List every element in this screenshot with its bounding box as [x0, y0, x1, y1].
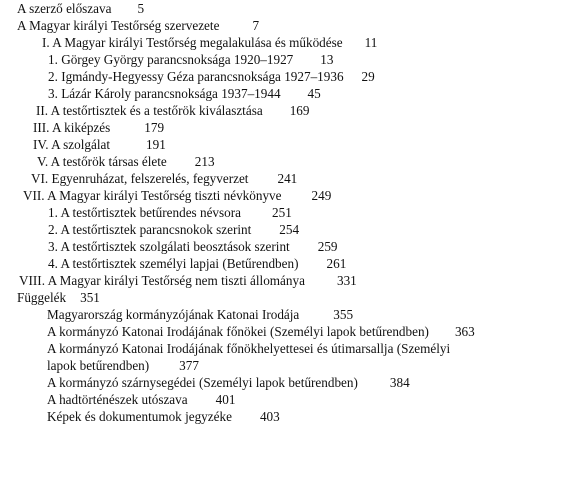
toc-entry-label: A kormányzó szárnysegédei (Személyi lapok betűrendben)	[47, 375, 358, 390]
toc-entry-label: II. A testőrtisztek és a testőrök kiválasztása	[36, 103, 263, 118]
toc-entry-page: 169	[289, 103, 310, 118]
toc-entry-label: 1. A testőrtisztek betűrendes névsora	[48, 205, 242, 220]
toc-entry	[47, 324, 475, 340]
toc-entry-label: Képek és dokumentumok jegyzéke	[47, 409, 232, 424]
toc-entry	[47, 409, 280, 425]
toc-entry-page: 261	[326, 256, 347, 271]
toc-entry	[47, 375, 410, 391]
toc-entry-label: A hadtörténészek utószava	[47, 392, 188, 407]
toc-entry-page: 259	[317, 239, 338, 254]
toc-entry-label: VII. A Magyar királyi Testőrség tiszti névkönyve	[23, 188, 282, 203]
toc-entry-page: 29	[361, 69, 375, 84]
toc-entry-label: A kormányzó Katonai Irodájának főnökei (Személyi lapok betűrendben)	[47, 324, 429, 339]
toc-entry-label: 3. A testőrtisztek szolgálati beosztások szerint	[48, 239, 290, 254]
toc-entry	[48, 239, 338, 255]
toc-entry-page: 384	[389, 375, 410, 390]
toc-entry-page: 401	[215, 392, 236, 407]
toc-entry-label: Függelék	[17, 290, 67, 305]
toc-entry-page: 191	[146, 137, 166, 152]
toc-entry-page: 254	[279, 222, 300, 237]
toc-entry	[19, 273, 357, 289]
toc-entry-label: III. A kiképzés	[33, 120, 111, 135]
toc-entry-page: 331	[336, 273, 357, 288]
toc-entry-label: I. A Magyar királyi Testőrség megalakulása és működése	[42, 35, 343, 50]
toc-entry	[31, 171, 297, 187]
toc-entry	[17, 1, 144, 17]
toc-entry-continuation	[47, 358, 199, 374]
toc-entry	[48, 69, 375, 85]
toc-entry-label: 2. A testőrtisztek parancsnokok szerint	[48, 222, 252, 237]
toc-entry-page: 241	[277, 171, 298, 186]
toc-entry	[17, 18, 259, 34]
toc-entry-page: 213	[194, 154, 215, 169]
toc-entry-label: A kormányzó Katonai Irodájának főnökhelyettesei és útimarsallja (Személyi	[47, 341, 451, 356]
toc-entry	[33, 120, 164, 136]
toc-entry-page: 355	[333, 307, 354, 322]
toc-entry-label: 2. Igmándy-Hegyessy Géza parancsnoksága 1927–1936	[48, 69, 344, 84]
toc-entry-page: 363	[454, 324, 475, 339]
toc-entry-page: 351	[80, 290, 100, 305]
toc-entry	[36, 103, 309, 119]
toc-entry	[47, 341, 450, 357]
toc-entry	[47, 307, 353, 323]
toc-entry-page: 11	[364, 35, 378, 50]
toc-entry-page: 7	[252, 18, 260, 33]
toc-entry	[48, 256, 346, 272]
toc-entry-label: 1. Görgey György parancsnoksága 1920–1927	[48, 52, 294, 67]
toc-entry-label: A Magyar királyi Testőrség szervezete	[17, 18, 220, 33]
toc-entry-label: 4. A testőrtisztek személyi lapjai (Betűrendben)	[48, 256, 299, 271]
toc-entry-page: 179	[144, 120, 165, 135]
toc-entry	[48, 222, 299, 238]
toc-entry-page: 377	[179, 358, 199, 373]
toc-entry-page: 403	[259, 409, 280, 424]
toc-entry	[33, 137, 166, 153]
toc-entry	[48, 205, 292, 221]
toc-entry	[23, 188, 331, 204]
toc-entry-label: VIII. A Magyar királyi Testőrség nem tiszti állománya	[19, 273, 305, 288]
toc-entry-page: 249	[311, 188, 332, 203]
toc-entry	[37, 154, 215, 170]
toc-entry-label: V. A testőrök társas élete	[37, 154, 167, 169]
toc-entry-label: Magyarország kormányzójának Katonai Irodája	[47, 307, 300, 322]
toc-entry-page: 251	[272, 205, 292, 220]
toc-entry-label: IV. A szolgálat	[33, 137, 111, 152]
toc-entry-label: 3. Lázár Károly parancsnoksága 1937–1944	[48, 86, 281, 101]
toc-entry	[48, 52, 333, 68]
toc-entry-label: A szerző előszava	[17, 1, 112, 16]
toc-entry-label: VI. Egyenruházat, felszerelés, fegyverzet	[31, 171, 249, 186]
toc-entry	[17, 290, 100, 306]
toc-entry	[47, 392, 235, 408]
toc-entry-page: 13	[320, 52, 334, 67]
toc-entry-label: lapok betűrendben)	[47, 358, 150, 373]
toc-entry-page: 45	[307, 86, 321, 101]
toc-entry	[42, 35, 377, 51]
toc-entry-page: 5	[137, 1, 145, 16]
toc-entry	[48, 86, 321, 102]
